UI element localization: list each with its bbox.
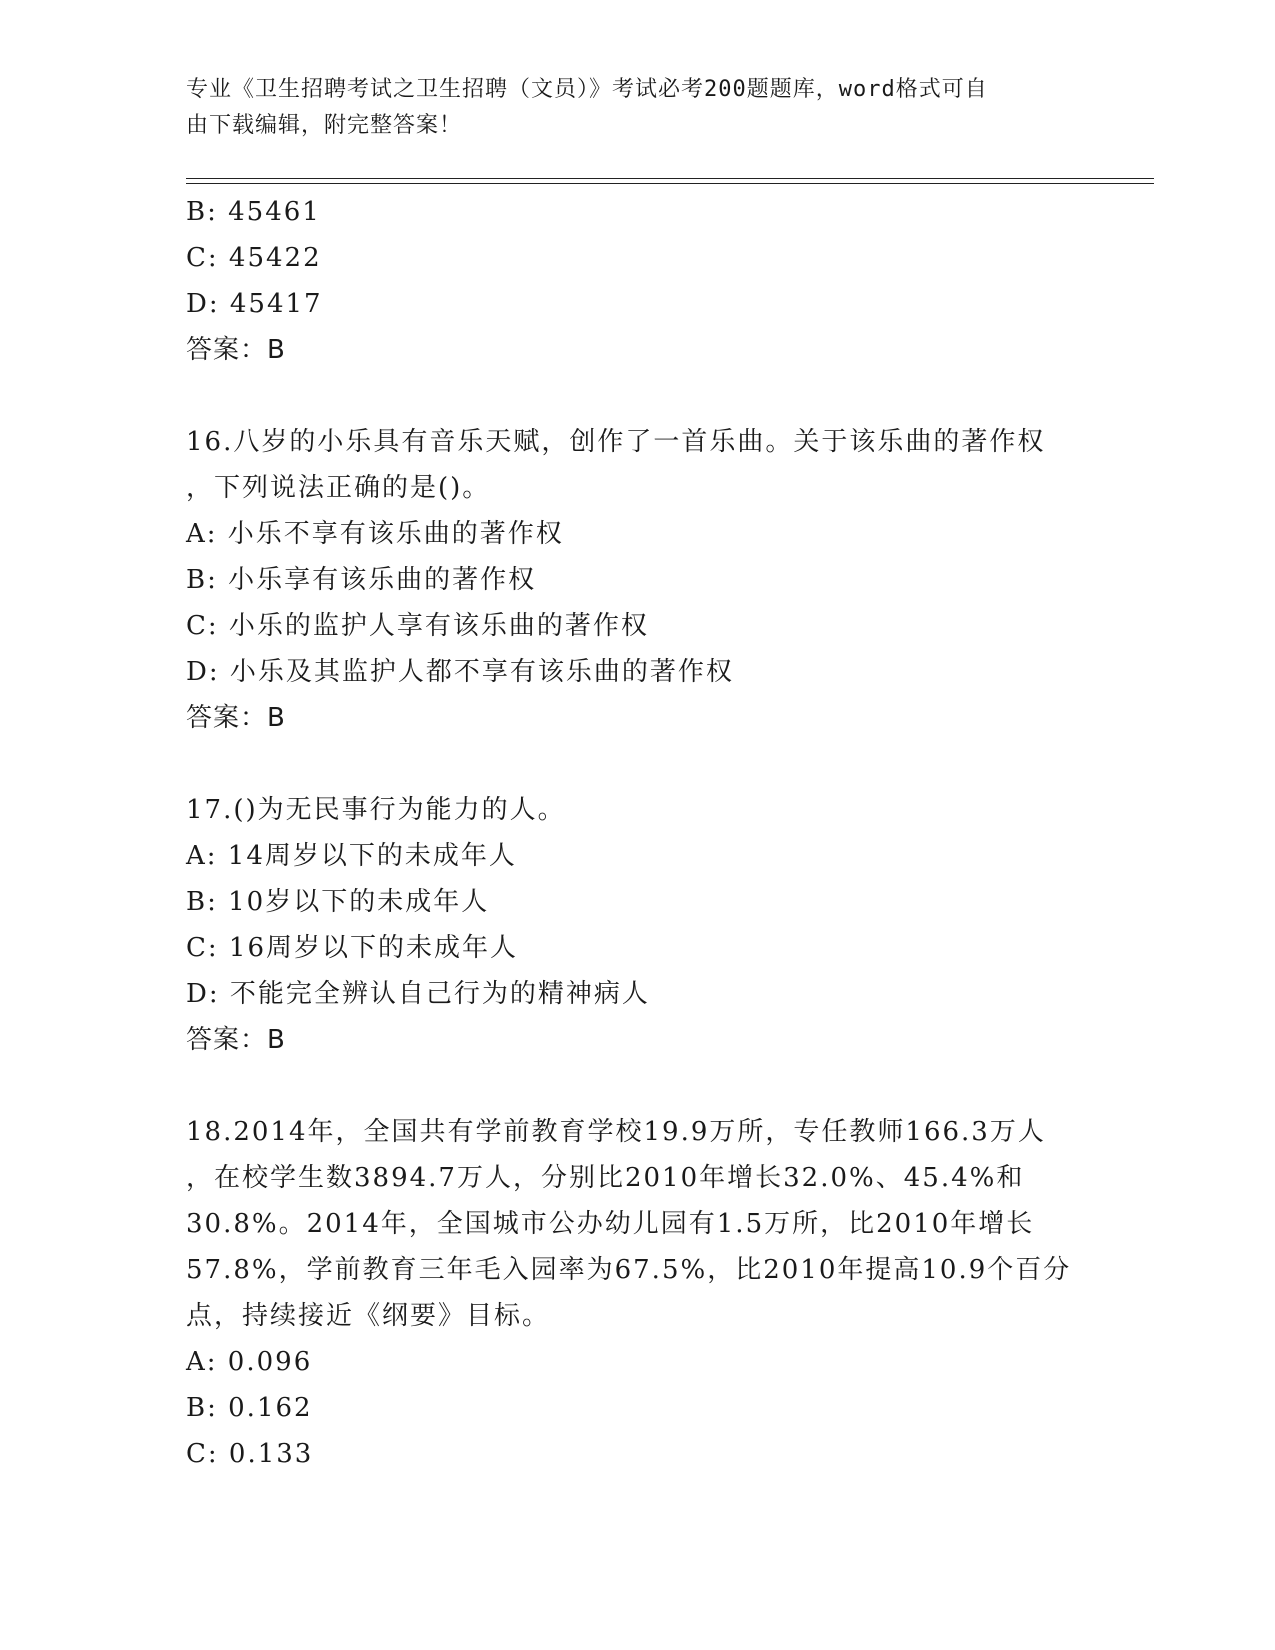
option-c: C: 0.133 (186, 1439, 314, 1469)
header-divider-bottom (186, 183, 1154, 184)
header-divider-top (186, 178, 1154, 179)
question-stem-line: ，在校学生数3894.7万人，分别比2010年增长32.0%、45.4%和 (186, 1163, 1025, 1193)
question-17 (186, 787, 1086, 1063)
question-stem-line: 57.8%，学前教育三年毛入园率为67.5%，比2010年提高10.9个百分 (186, 1255, 1072, 1285)
question-stem-line: 18.2014年，全国共有学前教育学校19.9万所，专任教师166.3万人 (186, 1117, 1046, 1147)
question-stem-line: 16.八岁的小乐具有音乐天赋，创作了一首乐曲。关于该乐曲的著作权 (186, 427, 1046, 457)
option-d: D: 不能完全辨认自己行为的精神病人 (186, 979, 650, 1009)
option-d: D: 小乐及其监护人都不享有该乐曲的著作权 (186, 657, 734, 687)
document-body (186, 189, 1086, 1477)
answer: 答案：B (186, 1025, 286, 1055)
option-d: D: 45417 (186, 289, 323, 319)
option-b: B: 小乐享有该乐曲的著作权 (186, 565, 537, 595)
question-stem-line: 点，持续接近《纲要》目标。 (186, 1301, 551, 1331)
header-line-1: 专业《卫生招聘考试之卫生招聘（文员）》考试必考200题题库，word格式可自 (186, 77, 988, 102)
option-c: C: 小乐的监护人享有该乐曲的著作权 (186, 611, 649, 641)
question-stem: 17.()为无民事行为能力的人。 (186, 795, 566, 825)
option-a: A: 0.096 (186, 1347, 313, 1377)
option-b: B: 0.162 (186, 1393, 313, 1423)
question-stem-line: ，下列说法正确的是()。 (186, 473, 491, 503)
spacer (186, 1063, 1086, 1109)
option-c: C: 16周岁以下的未成年人 (186, 933, 519, 963)
option-a: A: 14周岁以下的未成年人 (186, 841, 517, 871)
option-c: C: 45422 (186, 243, 322, 273)
document-header (186, 72, 1086, 144)
option-b: B: 45461 (186, 197, 321, 227)
spacer (186, 373, 1086, 419)
answer: 答案：B (186, 335, 286, 365)
option-b: B: 10岁以下的未成年人 (186, 887, 490, 917)
question-18 (186, 1109, 1086, 1477)
spacer (186, 741, 1086, 787)
option-a: A: 小乐不享有该乐曲的著作权 (186, 519, 564, 549)
answer: 答案：B (186, 703, 286, 733)
question-15-tail (186, 189, 1086, 373)
question-stem-line: 30.8%。2014年，全国城市公办幼儿园有1.5万所，比2010年增长 (186, 1209, 1035, 1239)
header-line-2: 由下载编辑，附完整答案！ (186, 113, 463, 138)
question-16 (186, 419, 1086, 741)
